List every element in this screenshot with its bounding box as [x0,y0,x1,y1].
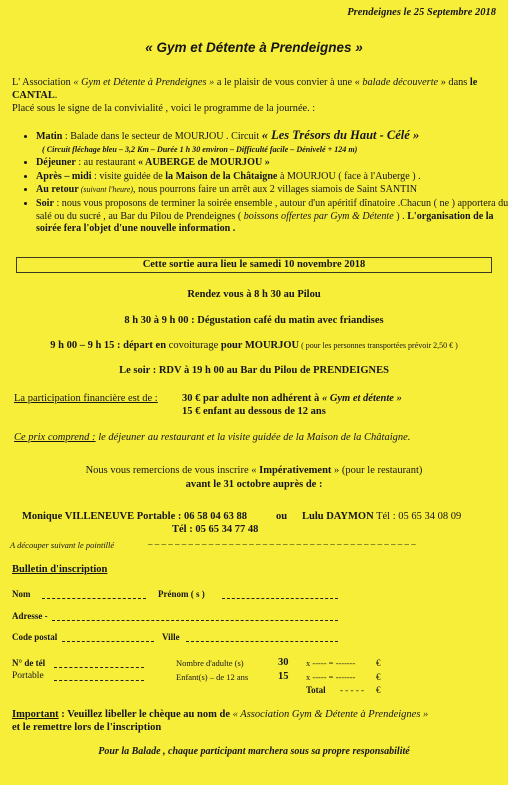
dejeuner-place: « AUBERGE de MOURJOU » [138,157,270,169]
form-tel-field[interactable] [54,658,144,668]
form-children-label: Enfant(s) – de 12 ans [176,672,249,682]
departure-covoiturage: covoiturage [168,340,219,351]
departure-note: ( pour les personnes transportées prévoir 2,50 € ) [299,341,458,350]
form-code-postal-label: Code postal [12,632,58,642]
retour-text: , nous pourrons faire un arrêt aux 2 villages siamois de Saint SANTIN [133,184,417,196]
contact-2-name: Lulu DAYMON [302,511,374,522]
register-text-2: » (pour le restaurant) [331,465,423,476]
form-portable-field[interactable] [54,671,144,681]
price-includes-text: le déjeuner au restaurant et la visite guidée de la Maison de la Châtaigne. [95,432,411,443]
fees-label: La participation financière est de : [14,393,158,404]
form-nom-label: Nom [12,589,31,599]
matin-label: Matin [36,131,63,142]
fees-child-price: 15 € [182,406,203,417]
form-ville-label: Ville [162,632,180,642]
program-item-soir [36,198,508,236]
soir-label: Soir [36,197,54,209]
fees-child-text: enfant au dessous de 12 ans [203,406,326,417]
contact-2-tel: Tél : 05 65 34 08 09 [373,511,462,522]
outing-date: le samedi 10 novembre 2018 [236,259,366,270]
program-item-matin [36,129,508,156]
price-includes [14,431,410,444]
program-item-dejeuner [36,157,508,170]
form-nom-field[interactable] [42,589,146,599]
form-total-field[interactable]: - - - - - [340,685,364,695]
departure-destination: pour MOURJOU [218,340,300,351]
form-adults-calc[interactable]: x ----- = ------- [306,658,356,668]
fees-adult-note: « Gym et détente » [321,393,402,404]
form-adults-label: Nombre d'adulte (s) [176,658,244,668]
intro-line-2: Placé sous le signe de la convivialité , voici le programme de la journée. : [12,103,316,114]
matin-detail: ( Circuit fléchage bleu – 3,2 Km – Durée 1 h 30 environ – Difficulté facile – Dénivelé + 124 m) [42,144,358,154]
form-children-euro: € [376,672,381,682]
responsibility-note: Pour la Balade , chaque participant marchera sous sa propre responsabilité [98,746,410,757]
intro-text-2: a le plaisir de vous convier à une « [216,77,360,88]
apres-midi-label: Après – midi [36,170,92,182]
contact-or: ou [276,511,288,522]
soir-text-1: : nous vous proposons de terminer la soirée ensemble , autour d'un apéritif dînatoire .Chacun ( ne ) apportera du salé ou du sucré , au Bar du Pilou de Prendeignes ( [36,197,508,222]
register-imperatively: Impérativement [259,465,332,476]
form-title: Bulletin d'inscription [12,564,108,575]
form-portable-label: Portable [12,671,44,681]
breakfast-line: 8 h 30 à 9 h 00 : Dégustation café du matin avec friandises [124,315,384,326]
intro-balade: balade découverte [362,77,439,88]
outing-date-box [16,257,492,273]
document-title: « Gym et Détente à Prendeignes » [145,40,363,55]
program-item-apres-midi [36,171,508,184]
fees-adult-price: 30 € [182,393,203,404]
fees-adult-text: par adulte non adhérent à [203,393,322,404]
price-includes-label: Ce prix comprend : [14,432,96,443]
register-text-1: Nous vous remercions de vous inscrire « [85,465,260,476]
form-adults-price: 30 [278,657,289,668]
form-total-euro: € [376,685,381,695]
important-text: : Veuillez libeller le chèque au nom de [58,709,233,720]
contact-1-name: Monique VILLENEUVE [22,511,135,522]
form-adresse-label: Adresse - [12,611,48,621]
important-label: Important [12,709,59,720]
register-line-1 [0,464,508,477]
soir-note: boissons offertes par Gym & Détente [241,210,394,222]
contact-1-tel: Tél : 05 65 34 77 48 [172,524,259,535]
contact-2 [302,510,461,523]
outing-text: Cette sortie aura lieu [142,259,237,270]
document-date: Prendeignes le 25 Septembre 2018 [347,7,496,18]
matin-circuit: « Les Trésors du Haut - Célé » [261,128,420,142]
soir-text-2: ) . [393,210,408,222]
program-item-retour [36,184,508,197]
form-prenom-label: Prénom ( s ) [158,589,205,599]
important-notice [12,708,504,734]
departure-time: 9 h 00 – 9 h 15 : départ en [50,340,169,351]
program-list [20,129,508,237]
form-children-price: 15 [278,671,289,682]
important-text-2: et le remettre lors de l'inscription [12,722,162,734]
evening-text: RDV à 19 h 00 au Bar du Pilou de PRENDEIGNES [158,365,389,376]
rdv-line: Rendez vous à 8 h 30 au Pilou [187,289,321,300]
fees-adult [182,392,402,405]
register-deadline: avant le 31 octobre auprès de : [185,479,323,490]
apres-midi-place: la Maison de la Châtaigne [165,170,278,182]
form-tel-label: N° de tél [12,658,46,668]
soir-info: L'organisation de la soirée fera l'objet d'une nouvelle information . [36,210,494,235]
evening-label: Le soir : [119,365,159,376]
apres-midi-text-2: à MOURJOU ( face à l'Auberge ) . [277,170,421,182]
intro-text-4: . [54,90,58,101]
retour-label: Au retour [36,184,79,196]
form-prenom-field[interactable] [222,589,338,599]
dejeuner-label: Déjeuner [36,157,76,169]
contact-1-portable: Portable : 06 58 04 63 88 [134,511,248,522]
form-children-calc[interactable]: x ----- = ------- [306,672,356,682]
important-org: « Association Gym & Détente à Prendeignes » [232,709,429,720]
matin-text: : Balade dans le secteur de MOURJOU . Circuit [62,131,260,142]
form-code-postal-field[interactable] [62,632,154,642]
cut-dashes: – – – – – – – – – – – – – – – – – – – – – – – – – – – – – – – – – – – – – – – – [148,539,416,549]
intro-cantal: le CANTAL [12,77,478,101]
retour-note: (suivant l'heure) [78,185,134,195]
cut-label: A découper suivant le pointillé [10,540,115,550]
dejeuner-text: : au restaurant [75,157,139,169]
form-total-label: Total [306,685,326,695]
apres-midi-text-1: : visite guidée de [91,170,166,182]
intro-text-3: » dans [440,77,468,88]
evening-line [0,364,508,377]
departure-line [0,339,508,352]
intro-paragraph [12,76,500,115]
contact-1 [22,510,247,523]
intro-text-1: L' Association [12,77,71,88]
fees-child [182,405,326,418]
form-adresse-field[interactable] [52,611,338,621]
intro-association-name: « Gym et Détente à Prendeignes » [73,77,215,88]
form-ville-field[interactable] [186,632,338,642]
form-adults-euro: € [376,658,381,668]
